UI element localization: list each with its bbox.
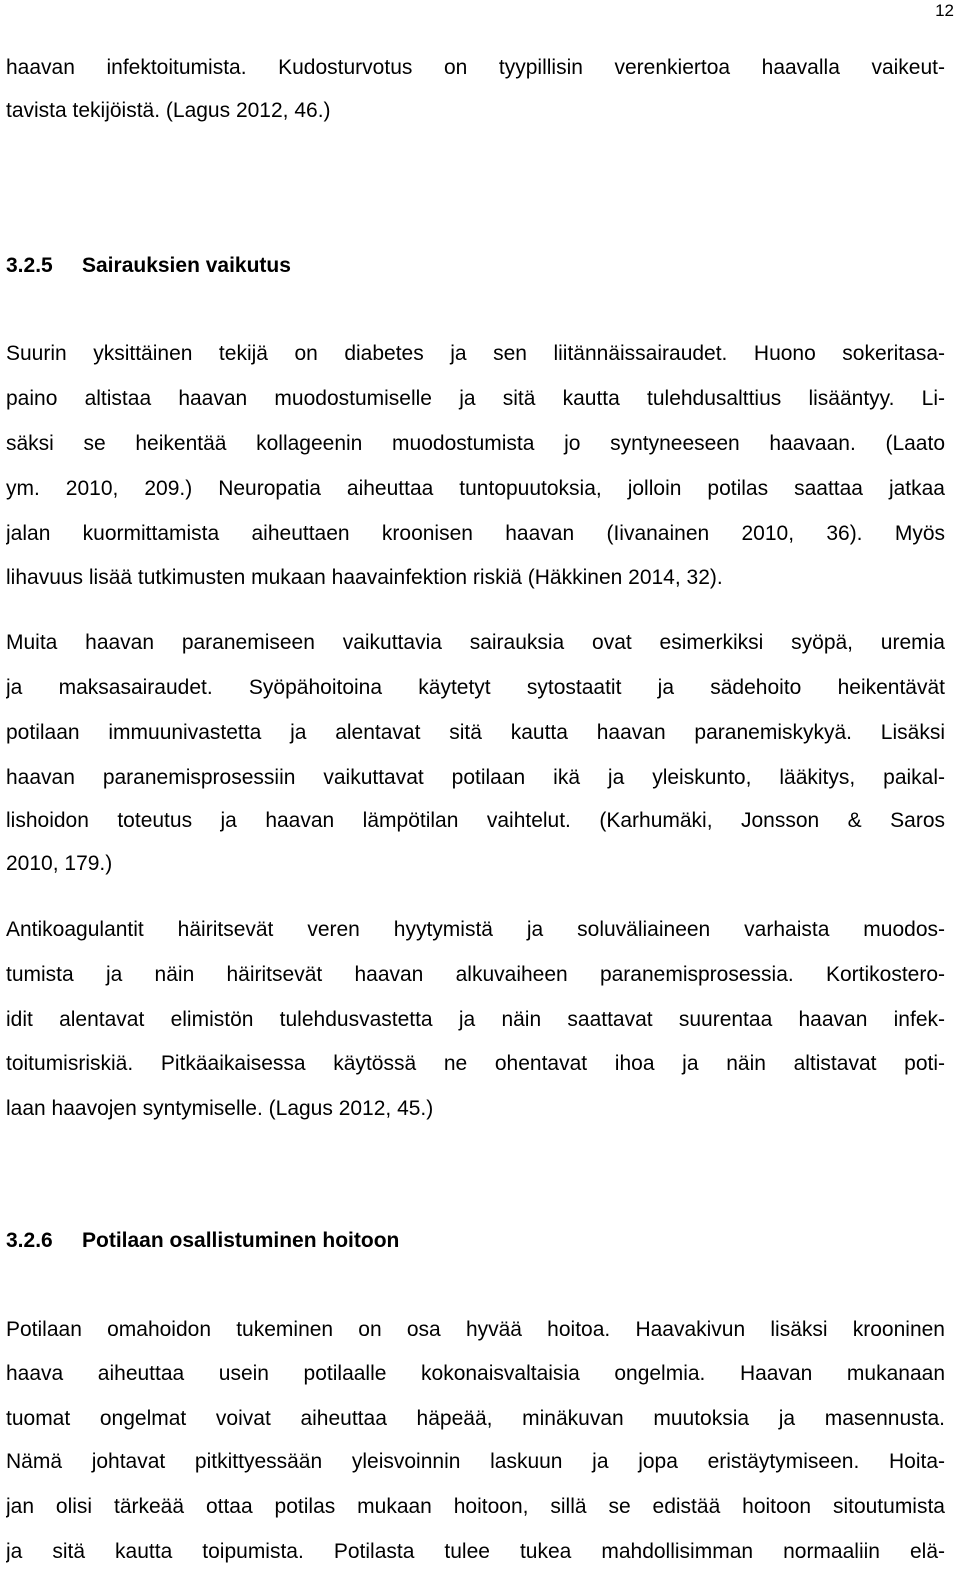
text-line: tavista tekijöistä. (Lagus 2012, 46.) <box>6 99 331 122</box>
text-line: Potilaan omahoidon tukeminen on osa hyvää hoitoa. Haavakivun lisäksi krooninen <box>6 1318 945 1341</box>
text-line: jalan kuormittamista aiheuttaen kroonisen haavan (Iivanainen 2010, 36). Myös <box>6 522 945 545</box>
text-line: ym. 2010, 209.) Neuropatia aiheuttaa tuntopuutoksia, jolloin potilas saattaa jatkaa <box>6 477 945 500</box>
text-line: tumista ja näin häiritsevät haavan alkuvaiheen paranemisprosessia. Kortikostero- <box>6 963 945 986</box>
text-line: lihavuus lisää tutkimusten mukaan haavainfektion riskiä (Häkkinen 2014, 32). <box>6 566 723 589</box>
text-line: toitumisriskiä. Pitkäaikaisessa käytössä ne ohentavat ihoa ja näin altistavat poti- <box>6 1052 945 1075</box>
text-line: haavan infektoitumista. Kudosturvotus on tyypillisin verenkiertoa haavalla vaikeut- <box>6 56 945 79</box>
text-line: 2010, 179.) <box>6 852 113 875</box>
text-line: ja maksasairaudet. Syöpähoitoina käytetyt sytostaatit ja sädehoito heikentävät <box>6 676 945 699</box>
text-line: tuomat ongelmat voivat aiheuttaa häpeää, minäkuvan muutoksia ja masennusta. <box>6 1407 945 1430</box>
heading-number: 3.2.6 <box>6 1229 53 1252</box>
text-line: laan haavojen syntymiselle. (Lagus 2012, 45.) <box>6 1097 434 1120</box>
text-line: haava aiheuttaa usein potilaalle kokonaisvaltaisia ongelmia. Haavan mukanaan <box>6 1362 945 1385</box>
heading-number: 3.2.5 <box>6 254 53 277</box>
text-line: potilaan immuunivastetta ja alentavat sitä kautta haavan paranemiskykyä. Lisäksi <box>6 721 945 744</box>
text-line: Antikoagulantit häiritsevät veren hyytymistä ja soluväliaineen varhaista muodos- <box>6 918 945 941</box>
text-line: lishoidon toteutus ja haavan lämpötilan vaihtelut. (Karhumäki, Jonsson & Saros <box>6 809 945 832</box>
section-heading <box>6 253 291 279</box>
text-line: Nämä johtavat pitkittyessään yleisvoinnin laskuun ja jopa eristäytymiseen. Hoita- <box>6 1450 945 1473</box>
heading-title: Potilaan osallistuminen hoitoon <box>82 1229 400 1252</box>
text-line: haavan paranemisprosessiin vaikuttavat potilaan ikä ja yleiskunto, lääkitys, paikal- <box>6 766 945 789</box>
page-number: 12 <box>935 1 954 20</box>
text-line: paino altistaa haavan muodostumiselle ja sitä kautta tulehdusalttius lisääntyy. Li- <box>6 387 945 410</box>
text-line: Suurin yksittäinen tekijä on diabetes ja sen liitännäissairaudet. Huono sokeritasa- <box>6 342 945 365</box>
text-line: Muita haavan paranemiseen vaikuttavia sairauksia ovat esimerkiksi syöpä, uremia <box>6 631 945 654</box>
text-line: idit alentavat elimistön tulehdusvastetta ja näin saattavat suurentaa haavan infek- <box>6 1008 945 1031</box>
section-heading <box>6 1228 399 1254</box>
text-line: säksi se heikentää kollageenin muodostumista jo syntyneeseen haavaan. (Laato <box>6 432 945 455</box>
text-line: jan olisi tärkeää ottaa potilas mukaan hoitoon, sillä se edistää hoitoon sitoutumista <box>6 1495 945 1518</box>
text-line: ja sitä kautta toipumista. Potilasta tulee tukea mahdollisimman normaaliin elä- <box>6 1540 945 1563</box>
heading-title: Sairauksien vaikutus <box>82 254 291 277</box>
